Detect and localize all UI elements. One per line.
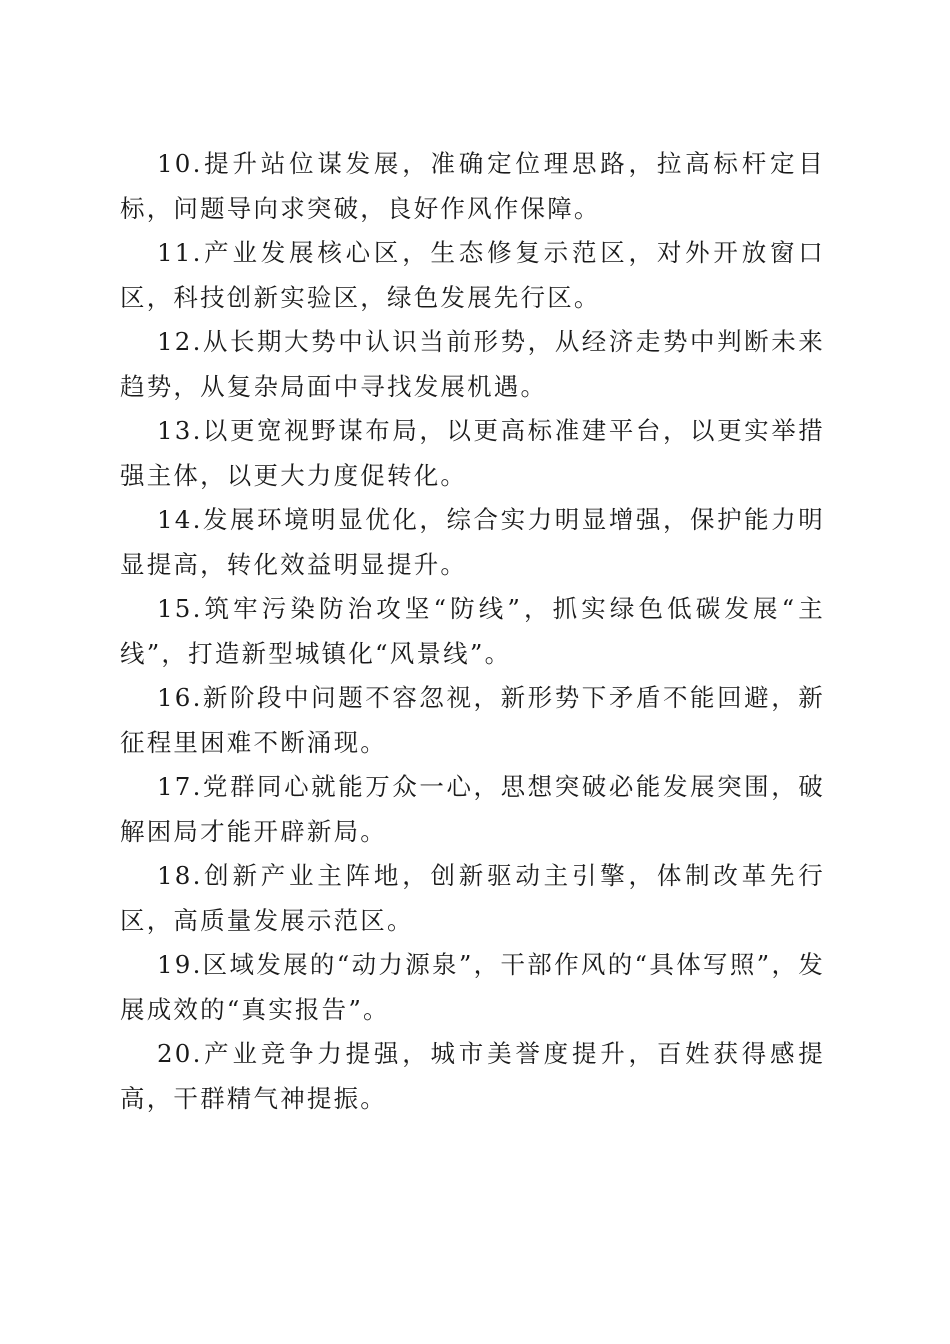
paragraph-item-13: 13.以更宽视野谋布局，以更高标准建平台，以更实举措强主体，以更大力度促转化。 <box>120 416 825 490</box>
paragraph-item-11: 11.产业发展核心区，生态修复示范区，对外开放窗口区，科技创新实验区，绿色发展先行区。 <box>120 238 825 312</box>
paragraph-item-16: 16.新阶段中问题不容忽视，新形势下矛盾不能回避，新征程里困难不断涌现。 <box>120 683 825 757</box>
paragraph-item-14: 14.发展环境明显优化，综合实力明显增强，保护能力明显提高，转化效益明显提升。 <box>120 505 825 579</box>
paragraph-item-12: 12.从长期大势中认识当前形势，从经济走势中判断未来趋势，从复杂局面中寻找发展机遇。 <box>120 327 825 401</box>
paragraph-item-10: 10.提升站位谋发展，准确定位理思路，拉高标杆定目标，问题导向求突破，良好作风作保障。 <box>120 149 825 223</box>
paragraph-item-20: 20.产业竞争力提强，城市美誉度提升，百姓获得感提高，干群精气神提振。 <box>120 1039 825 1113</box>
document-body <box>120 142 825 1121</box>
paragraph-item-18: 18.创新产业主阵地，创新驱动主引擎，体制改革先行区，高质量发展示范区。 <box>120 861 825 935</box>
paragraph-item-15: 15.筑牢污染防治攻坚“防线”，抓实绿色低碳发展“主线”，打造新型城镇化“风景线”。 <box>120 594 825 668</box>
paragraph-item-17: 17.党群同心就能万众一心，思想突破必能发展突围，破解困局才能开辟新局。 <box>120 772 825 846</box>
paragraph-item-19: 19.区域发展的“动力源泉”，干部作风的“具体写照”，发展成效的“真实报告”。 <box>120 950 825 1024</box>
